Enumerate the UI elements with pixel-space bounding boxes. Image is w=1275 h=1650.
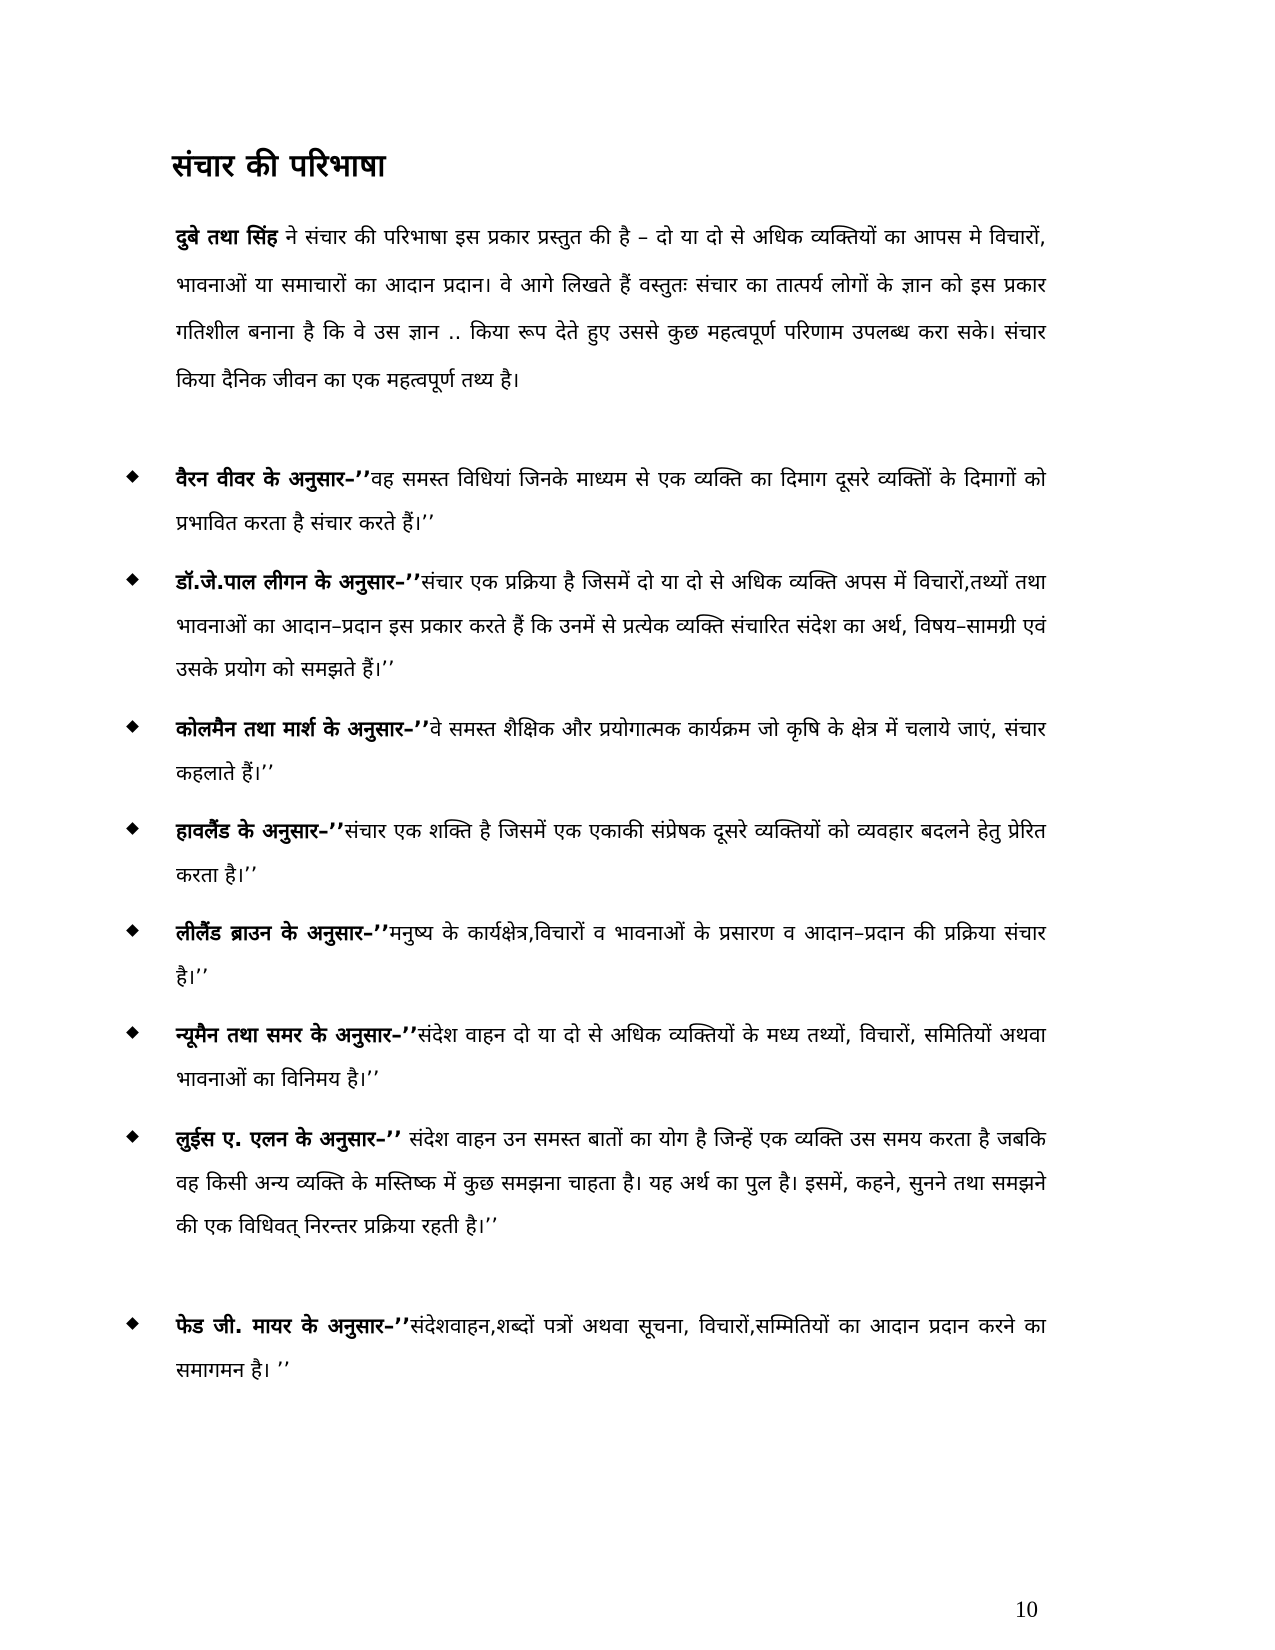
diamond-bullet-icon (126, 822, 139, 835)
definition-term: फेड जी. मायर के अनुसार–’’ (176, 1314, 411, 1338)
definition-body: संचार एक शक्ति है जिसमें एक एकाकी संप्रेषक दूसरे व्यक्तियों को व्यवहार बदलने हेतु प्रेरित करता है।’’ (176, 819, 1046, 887)
definition-term: कोलमैन तथा मार्श के अनुसार–’’ (176, 717, 430, 741)
diamond-bullet-icon (126, 1317, 139, 1330)
definition-text (176, 912, 1046, 999)
diamond-bullet-icon (126, 573, 139, 586)
definition-term: हावलैंड के अनुसार–’’ (176, 819, 345, 843)
diamond-bullet-icon (126, 1026, 139, 1039)
definition-term: न्यूमैन तथा समर के अनुसार–’’ (176, 1023, 418, 1047)
diamond-bullet-icon (126, 470, 139, 483)
definition-body: संदेश वाहन उन समस्त बातों का योग है जिन्हें एक व्यक्ति उस समय करता है जबकि वह किसी अन्य व्यक्ति के मस्तिष्क में कुछ समझना चाहता है। यह अर्थ का पुल है। इसमें, कहने, सुनने तथा समझने की एक विधिवत् निरन्तर प्रक्रिया रहती है।’’ (176, 1127, 1046, 1238)
definition-text (176, 708, 1046, 795)
intro-text: ने संचार की परिभाषा इस प्रकार प्रस्तुत की है – दो या दो से अधिक व्यक्तियों का आपस मे विचारों, भावनाओं या समाचारों का आदान प्रदान। वे आगे लिखते हैं वस्तुतः संचार का तात्पर्य लोगों के ज्ञान को इस प्रकार गतिशील बनाना है कि वे उस ज्ञान .. किया रूप देते हुए उससे कुछ महत्वपूर्ण परिणाम उपलब्ध करा सके। संचार किया दैनिक जीवन का एक महत्वपूर्ण तथ्य है। (176, 225, 1046, 392)
definition-body: मनुष्य के कार्यक्षेत्र,विचारों व भावनाओं के प्रसारण व आदान–प्रदान की प्रक्रिया संचार है।’’ (176, 921, 1046, 989)
definition-term: लीलैंड ब्राउन के अनुसार–’’ (176, 921, 390, 945)
page-number: 10 (1015, 1597, 1038, 1622)
definition-body: संदेश वाहन दो या दो से अधिक व्यक्तियों के मध्य तथ्यों, विचारों, समितियों अथवा भावनाओं का विनिमय है।’’ (176, 1023, 1046, 1091)
definition-body: वह समस्त विधियां जिनके माध्यम से एक व्यक्ति का दिमाग दूसरे व्यक्तिों के दिमागों को प्रभावित करता है संचार करते हैं।’’ (176, 467, 1046, 535)
diamond-bullet-icon (126, 720, 139, 733)
definition-body: वे समस्त शैक्षिक और प्रयोगात्मक कार्यक्रम जो कृषि के क्षेत्र में चलाये जाएं, संचार कहलाते हैं।’’ (176, 717, 1047, 785)
intro-term: दुबे तथा सिंह (176, 225, 278, 249)
intro-paragraph (176, 214, 1046, 404)
definition-term: डॉ.जे.पाल लीगन के अनुसार–’’ (176, 570, 422, 594)
definition-text (176, 458, 1046, 545)
definition-text (176, 1014, 1046, 1101)
definition-body: संदेशवाहन,शब्दों पत्रों अथवा सूचना, विचारों,सम्मितियों का आदान प्रदान करने का समागमन है। ’’ (176, 1314, 1046, 1382)
page-heading: संचार की परिभाषा (172, 148, 386, 184)
diamond-bullet-icon (126, 924, 139, 937)
definition-text (176, 810, 1046, 897)
definition-text (176, 1118, 1046, 1249)
definition-body: संचार एक प्रक्रिया है जिसमें दो या दो से अधिक व्यक्ति अपस में विचारों,तथ्यों तथा भावनाओं का आदान–प्रदान इस प्रकार करते हैं कि उनमें से प्रत्येक व्यक्ति संचारित संदेश का अर्थ, विषय–सामग्री एवं उसके प्रयोग को समझते हैं।’’ (176, 570, 1046, 681)
diamond-bullet-icon (126, 1130, 139, 1143)
definition-term: लुईस ए. एलन के अनुसार–’’ (176, 1127, 402, 1151)
definition-text (176, 561, 1046, 692)
definition-text (176, 1305, 1046, 1392)
definition-term: वैरन वीवर के अनुसार–’’ (176, 467, 371, 491)
